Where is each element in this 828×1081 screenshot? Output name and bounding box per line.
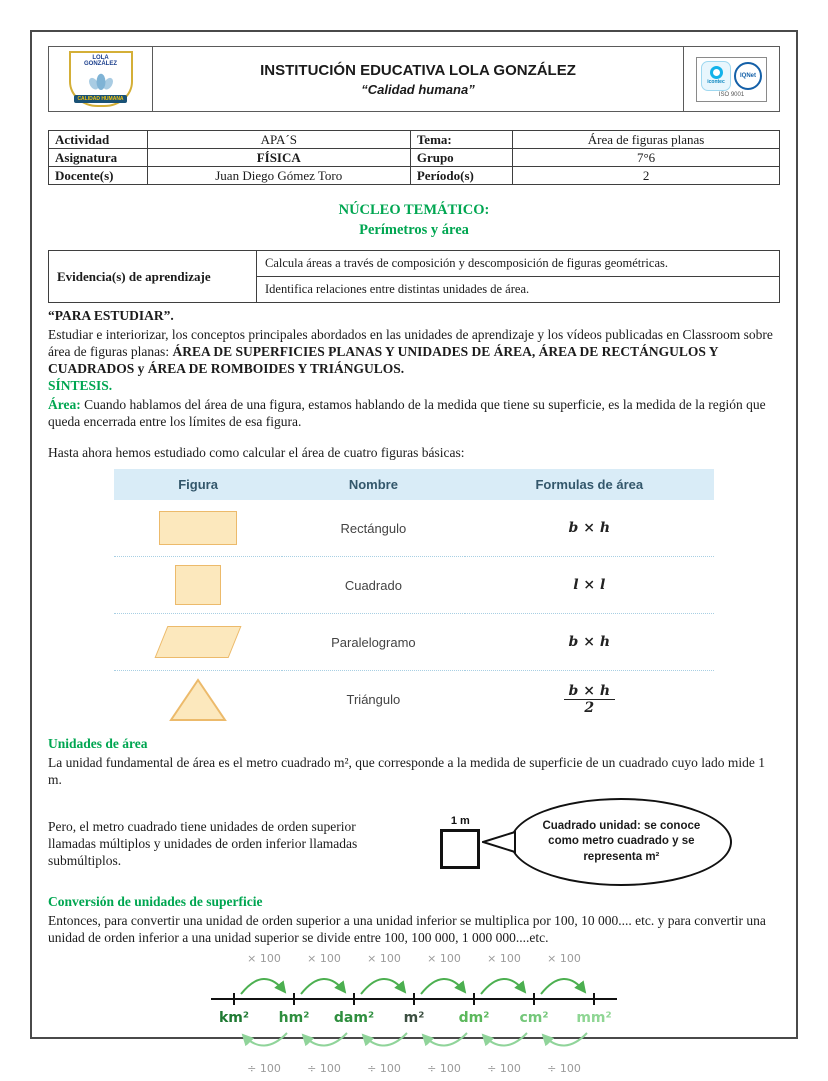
- evidencia-item-2: Identifica relaciones entre distintas unidades de área.: [257, 277, 780, 303]
- school-logo: [49, 47, 153, 111]
- multiply-arrow-icon: [421, 979, 465, 994]
- multiply-arrow-icon: [361, 979, 405, 994]
- iso-caption: ISO 9001: [718, 91, 745, 98]
- lotus-flower-icon: [86, 72, 116, 90]
- table-row: [49, 149, 780, 167]
- figures-header-formulas: Formulas de área: [465, 469, 714, 500]
- unit-label: m²: [403, 1009, 425, 1026]
- table-row: [114, 500, 714, 557]
- figure-formula: b × h: [568, 634, 610, 651]
- conversion-diagram: [48, 953, 780, 1081]
- divide-arrow-icon: [543, 1033, 587, 1046]
- info-value-tema: Área de figuras planas: [513, 131, 780, 149]
- figures-table: [114, 469, 714, 728]
- unidades-paragraph-2: Pero, el metro cuadrado tiene unidades de orden superior llamadas múltiplos y unidades de orden inferior llamadas submúltiplos.: [48, 818, 358, 868]
- figure-formula: l × l: [573, 577, 606, 594]
- info-label-tema: Tema:: [410, 131, 512, 149]
- rectangle-shape: [159, 511, 237, 545]
- parallelogram-shape: [155, 626, 242, 658]
- multiply-arrow-icon: [301, 979, 345, 994]
- info-value-asignatura: FÍSICA: [147, 149, 410, 167]
- unit-label: cm²: [519, 1009, 549, 1026]
- school-name: INSTITUCIÓN EDUCATIVA LOLA GONZÁLEZ: [260, 61, 576, 79]
- intro-bold-text: ÁREA DE SUPERFICIES PLANAS Y UNIDADES DE ÁREA, ÁREA DE RECTÁNGULOS Y CUADRADOS y ÁREA DE ROMBOIDES Y TRIÁNGULOS.: [48, 344, 719, 377]
- evidencia-item-1: Calcula áreas a través de composición y descomposición de figuras geométricas.: [257, 251, 780, 277]
- table-row: [114, 671, 714, 728]
- table-row: [49, 251, 780, 277]
- info-value-actividad: APA´S: [147, 131, 410, 149]
- figure-formula-fraction: [564, 683, 615, 716]
- hasta-ahora-paragraph: Hasta ahora hemos estudiado como calcular el área de cuatro figuras básicas:: [48, 444, 465, 460]
- multiply-arrow-icon: [241, 979, 285, 994]
- unit-square-label: 1 m: [450, 815, 470, 828]
- divide-label: ÷ 100: [247, 1061, 281, 1075]
- school-motto: “Calidad humana”: [361, 81, 475, 97]
- crest-name-line2: GONZÁLEZ: [84, 61, 117, 68]
- divide-arrow-icon: [303, 1033, 347, 1046]
- info-label-actividad: Actividad: [49, 131, 148, 149]
- divide-arrow-icon: [243, 1033, 287, 1046]
- triangle-shape: [168, 677, 228, 723]
- figure-name: Rectángulo: [282, 500, 464, 557]
- badge-box: [696, 57, 767, 102]
- unit-label: hm²: [278, 1009, 310, 1026]
- divide-label: ÷ 100: [307, 1061, 341, 1075]
- iqnet-badge-icon: [734, 62, 762, 90]
- fraction-numerator: b × h: [564, 683, 615, 700]
- header-titles: [153, 47, 683, 111]
- square-shape: [175, 565, 221, 605]
- info-value-grupo: 7°6: [513, 149, 780, 167]
- info-label-grupo: Grupo: [410, 149, 512, 167]
- multiply-label: × 100: [427, 952, 461, 965]
- divide-arrow-icon: [423, 1033, 467, 1046]
- evidencias-table: [48, 250, 780, 303]
- para-estudiar-paragraph: [48, 326, 780, 377]
- crest-banner: CALIDAD HUMANA: [74, 95, 126, 103]
- multiply-label: × 100: [547, 952, 581, 965]
- conversion-heading: Conversión de unidades de superficie: [48, 894, 263, 910]
- area-label: Área:: [48, 396, 81, 412]
- figure-name: Paralelogramo: [282, 614, 464, 671]
- icontec-label: icontec: [707, 79, 725, 85]
- figure-name: Cuadrado: [282, 557, 464, 614]
- speech-bubble: Cuadrado unidad: se conoce como metro cuadrado y se representa m²: [510, 798, 732, 886]
- divide-arrow-icon: [483, 1033, 527, 1046]
- area-definition-paragraph: [48, 396, 780, 430]
- unit-square-diagram: [393, 798, 780, 886]
- nucleo-title: NÚCLEO TEMÁTICO:: [338, 202, 490, 218]
- unit-label: mm²: [576, 1009, 612, 1026]
- divide-label: ÷ 100: [487, 1061, 521, 1075]
- divide-arrow-icon: [363, 1033, 407, 1046]
- nucleo-subtitle: Perímetros y área: [359, 221, 469, 238]
- table-row: [114, 614, 714, 671]
- unit-conversion-scale-icon: [199, 953, 629, 1077]
- multiply-label: × 100: [307, 952, 341, 965]
- table-row: [114, 557, 714, 614]
- figures-header-nombre: Nombre: [282, 469, 464, 500]
- multiply-arrow-icon: [481, 979, 525, 994]
- unit-label: dam²: [333, 1009, 375, 1026]
- intro-text: Estudiar e interiorizar, los conceptos principales abordados en las unidades de aprendizaje y los vídeos publicadas en Classroom sobre área de figuras planas:: [48, 327, 773, 360]
- figures-header-row: [114, 469, 714, 500]
- fraction-denominator: 2: [584, 700, 595, 717]
- unidades-heading: Unidades de área: [48, 735, 148, 751]
- certification-badges: [683, 47, 779, 111]
- square-icon: [440, 829, 480, 869]
- info-value-docente: Juan Diego Gómez Toro: [147, 167, 410, 185]
- area-text: Cuando hablamos del área de una figura, estamos hablando de la medida que tiene su superficie, es la medida de la región que queda encerrada entre los límites de esa figura.: [48, 396, 766, 429]
- conversion-paragraph: Entonces, para convertir una unidad de orden superior a una unidad inferior se multiplica por 100, 10 000.... etc. y para convertir una unidad de orden inferior a una unidad superior se divide entre 100, 100 000, 1 000 000....etc.: [48, 913, 766, 946]
- unit-label: dm²: [458, 1009, 490, 1026]
- multiply-label: × 100: [487, 952, 521, 965]
- unidades-paragraph-1: La unidad fundamental de área es el metro cuadrado m², que corresponde a la medida de superficie de un cuadrado cuyo lado mide 1 m.: [48, 754, 766, 788]
- crest-name-line1: LOLA: [92, 55, 109, 61]
- divide-label: ÷ 100: [367, 1061, 401, 1075]
- multiply-arrow-icon: [541, 979, 585, 994]
- table-row: [49, 167, 780, 185]
- figure-name: Triángulo: [346, 692, 401, 708]
- figures-header-figura: Figura: [114, 469, 282, 500]
- unit-square: [440, 815, 480, 869]
- info-label-asignatura: Asignatura: [49, 149, 148, 167]
- figure-formula: b × h: [568, 520, 610, 537]
- sintesis-heading: SÍNTESIS.: [48, 377, 113, 393]
- document-header: [48, 46, 780, 112]
- iqnet-label: IQNet: [739, 72, 756, 79]
- info-label-periodo: Período(s): [410, 167, 512, 185]
- unit-square-section: [48, 798, 780, 886]
- school-crest: [69, 51, 133, 107]
- speech-bubble-tail-icon: [482, 829, 516, 855]
- info-value-periodo: 2: [513, 167, 780, 185]
- divide-label: ÷ 100: [427, 1061, 461, 1075]
- multiply-label: × 100: [247, 952, 281, 965]
- para-estudiar-heading: “PARA ESTUDIAR”.: [48, 308, 174, 324]
- table-row: [49, 131, 780, 149]
- icontec-badge-icon: [701, 61, 731, 91]
- info-label-docente: Docente(s): [49, 167, 148, 185]
- evidencias-label: Evidencia(s) de aprendizaje: [49, 251, 257, 303]
- nucleo-tematico-heading: [48, 201, 780, 240]
- divide-label: ÷ 100: [547, 1061, 581, 1075]
- document-page: [30, 30, 798, 1075]
- info-table: [48, 130, 780, 185]
- multiply-label: × 100: [367, 952, 401, 965]
- crest-name: [84, 55, 117, 68]
- unit-label: km²: [218, 1009, 250, 1026]
